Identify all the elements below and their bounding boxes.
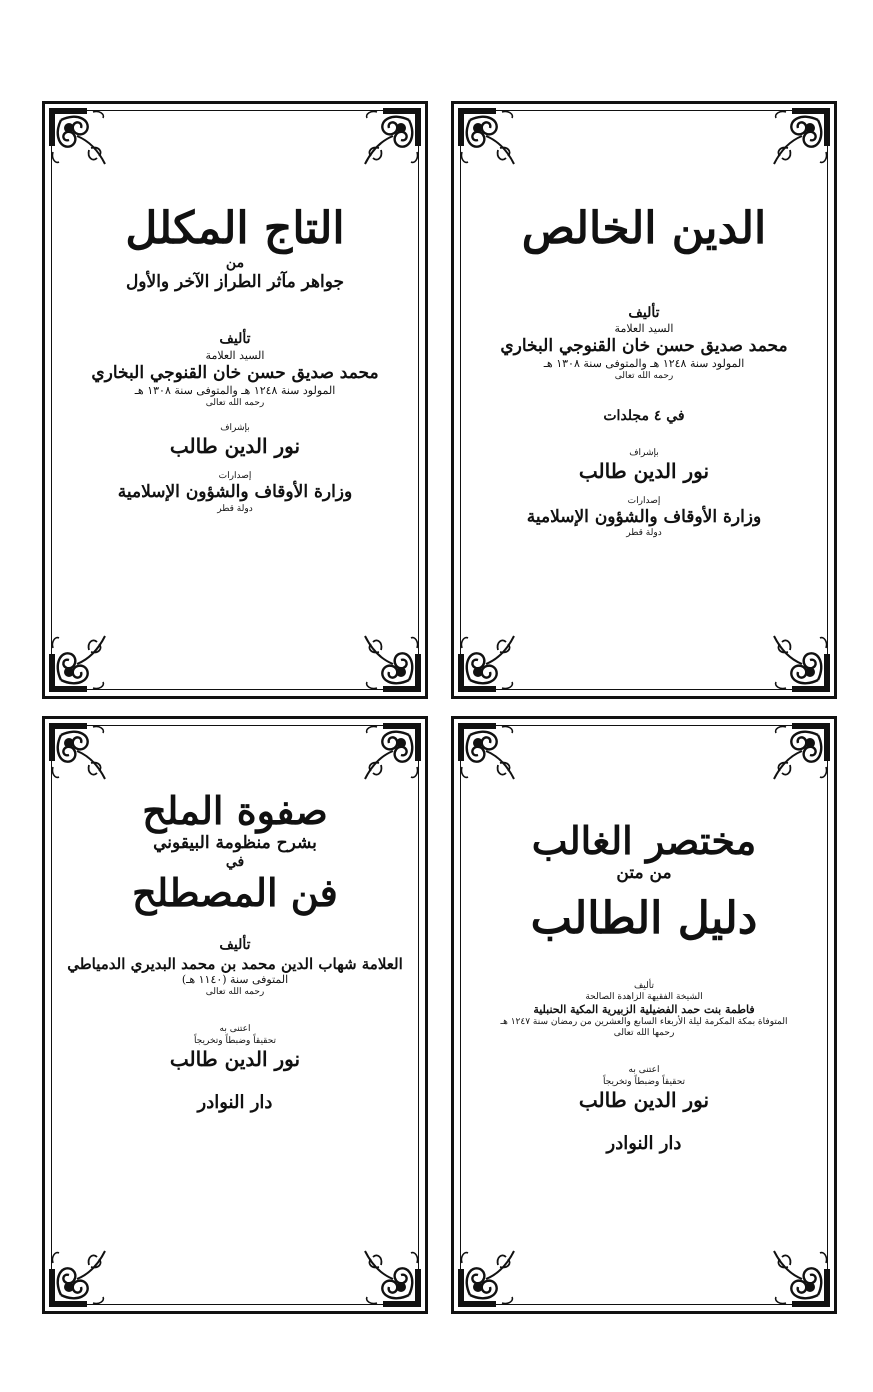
book-cover-at-taj-al-mukallal: [42, 101, 428, 699]
by-label: تأليف: [219, 937, 251, 954]
corner-ornament-icon: [359, 106, 423, 170]
author-dates: المولود سنة ١٢٤٨ هـ والمتوفى سنة ١٣٠٨ هـ: [134, 383, 336, 397]
author-name: العلامة شهاب الدين محمد بن محمد البديري الدمياطي: [67, 954, 403, 973]
prayer-text: رحمه الله تعالى: [614, 370, 674, 381]
editor-name: نور الدين طالب: [578, 1087, 710, 1112]
book-title: صفوة الملح: [142, 788, 328, 833]
supervision-label: بإشراف: [629, 447, 659, 458]
publisher-name: وزارة الأوقاف والشؤون الإسلامية: [117, 482, 353, 503]
cover-content: [65, 779, 405, 1271]
book-cover-safwat-al-milah: [42, 716, 428, 1314]
corner-ornament-icon: [768, 106, 832, 170]
book-subtitle: جواهر مآثر الطراز الآخر والأول: [125, 272, 345, 293]
cover-content: [474, 779, 814, 1271]
corner-ornament-icon: [359, 721, 423, 785]
book-title-second-line: دليل الطالب: [530, 892, 758, 944]
prayer-text: رحمها الله تعالى: [613, 1028, 675, 1039]
publisher-name: دار النوادر: [606, 1132, 682, 1154]
author-dates: المتوفاة بمكة المكرمة ليلة الأربعاء السابع والعشرين من رمضان سنة ١٢٤٧ هـ: [500, 1016, 788, 1027]
care-note: تحقيقاً وضبطاً وتخريجاً: [602, 1076, 686, 1087]
title-connector: من: [225, 254, 245, 271]
issue-label: إصدارات: [218, 471, 252, 482]
corner-ornament-icon: [768, 721, 832, 785]
corner-ornament-icon: [456, 106, 520, 170]
author-honorific: الشيخة الفقيهة الزاهدة الصالحة: [585, 991, 703, 1002]
author-dates: المولود سنة ١٢٤٨ هـ والمتوفى سنة ١٣٠٨ هـ: [543, 357, 745, 371]
care-label: اعتنى به: [628, 1065, 660, 1076]
book-cover-ad-din-al-khalis: [451, 101, 837, 699]
author-name: محمد صديق حسن خان القنوجي البخاري: [500, 335, 788, 356]
title-connector: في: [225, 853, 245, 870]
book-title: التاج المكلل: [125, 203, 345, 254]
author-name: محمد صديق حسن خان القنوجي البخاري: [91, 362, 379, 383]
by-label: تأليف: [628, 304, 660, 321]
book-title: مختصر الغالب: [531, 818, 757, 863]
editor-name: نور الدين طالب: [169, 1046, 301, 1071]
title-connector: من متن: [616, 862, 672, 883]
cover-content: [474, 164, 814, 656]
by-label: تأليف: [219, 331, 251, 348]
publisher-name: وزارة الأوقاف والشؤون الإسلامية: [526, 507, 762, 528]
book-subtitle: بشرح منظومة البيقوني: [153, 832, 317, 853]
corner-ornament-icon: [456, 721, 520, 785]
publisher-name: دار النوادر: [197, 1091, 273, 1113]
supervision-label: بإشراف: [220, 422, 250, 433]
issue-label: إصدارات: [627, 495, 661, 506]
care-note: تحقيقاً وضبطاً وتخريجاً: [193, 1035, 277, 1046]
volumes-count: في ٤ مجلدات: [603, 408, 685, 425]
author-dates: المتوفى سنة (١١٤٠ هـ): [181, 973, 289, 987]
author-honorific: السيد العلامة: [205, 348, 265, 362]
publisher-country: دولة قطر: [626, 528, 662, 539]
editor-name: نور الدين طالب: [578, 458, 710, 483]
book-title: الدين الخالص: [521, 203, 767, 254]
by-label: تأليف: [633, 980, 655, 991]
cover-content: [65, 164, 405, 656]
corner-ornament-icon: [47, 721, 111, 785]
care-label: اعتنى به: [219, 1024, 251, 1035]
editor-name: نور الدين طالب: [169, 434, 301, 459]
book-cover-mukhtasar-al-ghalib: [451, 716, 837, 1314]
prayer-text: رحمه الله تعالى: [205, 987, 265, 998]
author-name: فاطمة بنت حمد الفضيلية الزبيرية المكية الحنبلية: [533, 1003, 755, 1017]
book-title-second-line: فن المصطلح: [132, 870, 338, 916]
publisher-country: دولة قطر: [217, 503, 253, 514]
author-honorific: السيد العلامة: [614, 322, 674, 336]
corner-ornament-icon: [47, 106, 111, 170]
prayer-text: رحمه الله تعالى: [205, 397, 265, 408]
